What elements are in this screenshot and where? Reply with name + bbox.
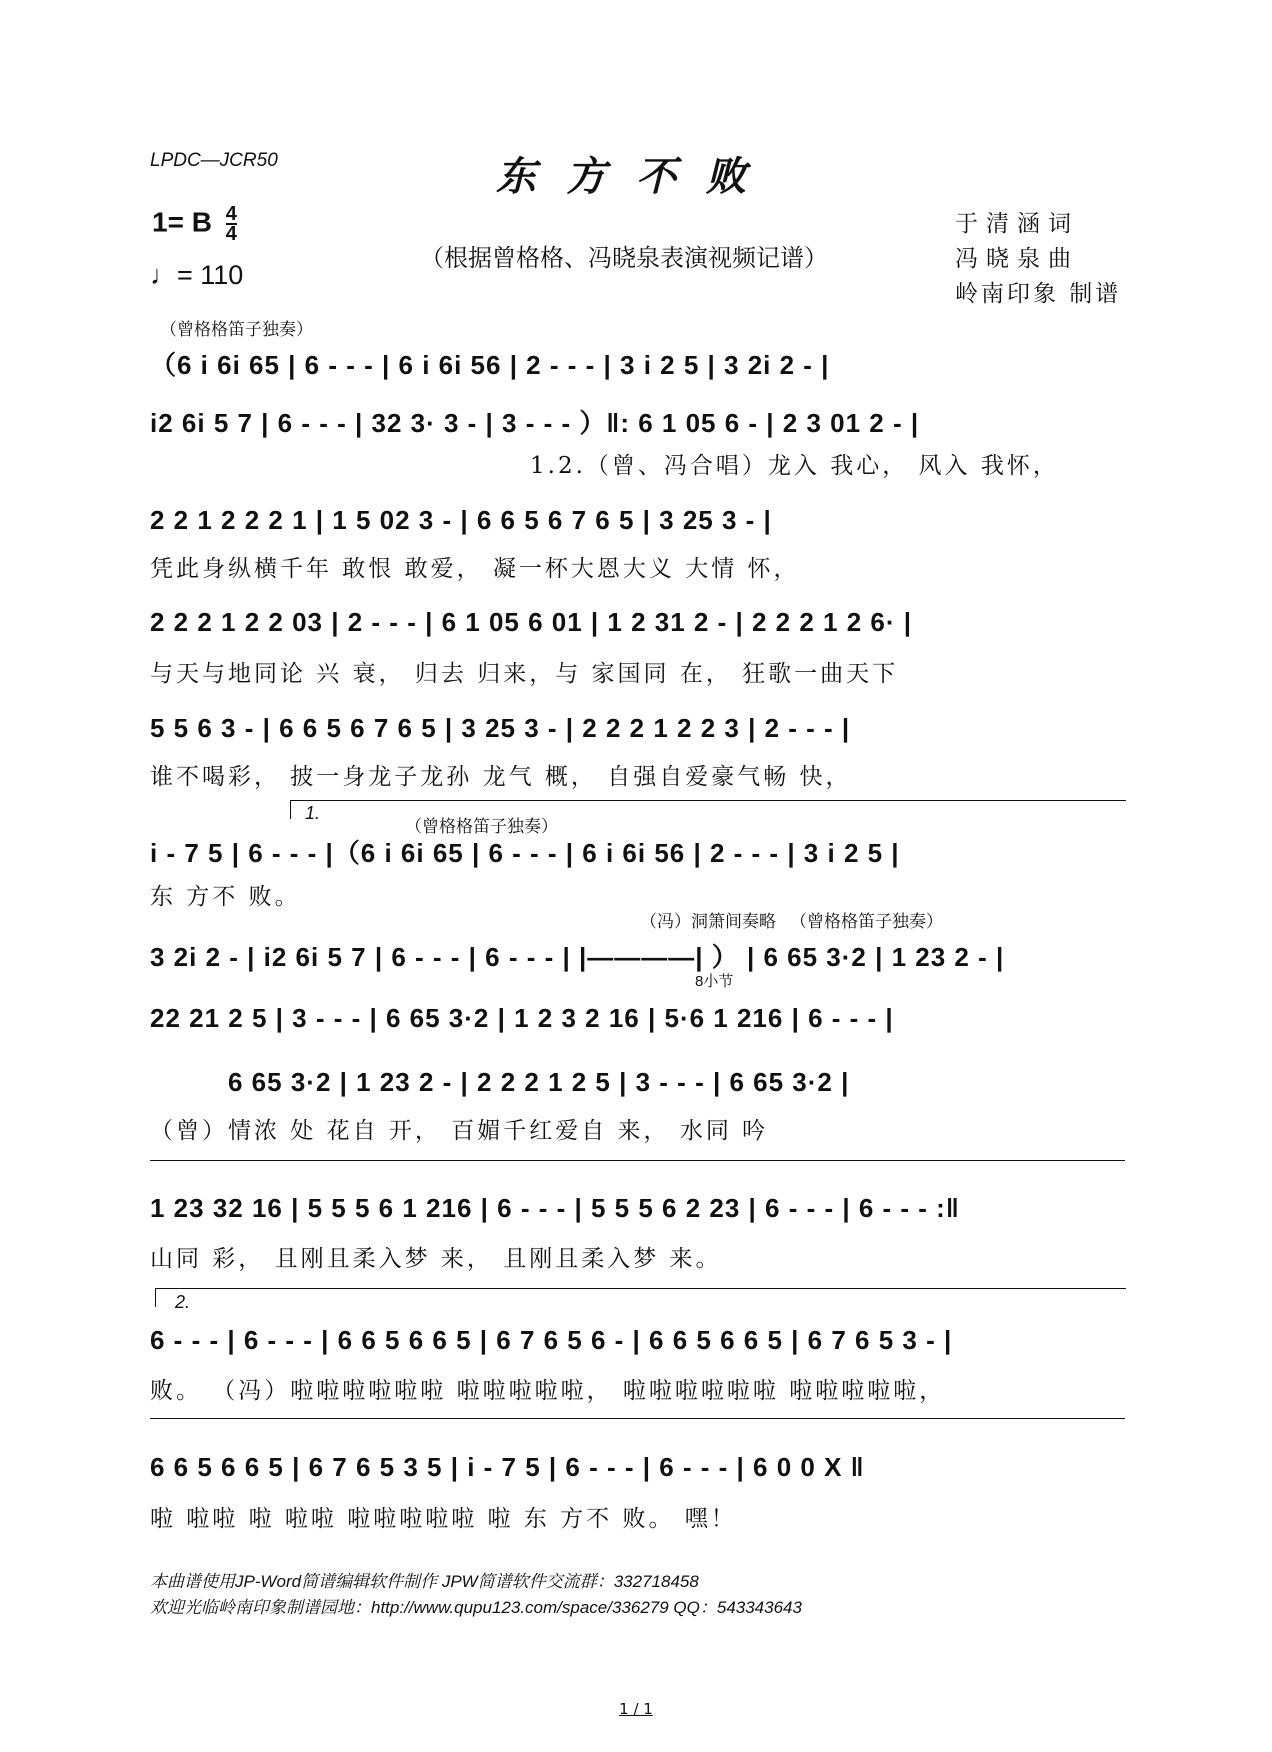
ending-2-label: 2.: [175, 1292, 191, 1312]
score-line: 6 65 3·2 | 1 23 2 - | 2 2 2 1 2 5 | 3 - - - | 6 65 3·2 |: [228, 1067, 850, 1097]
key-label: 1= B: [152, 206, 212, 238]
score-line: 6 6 5 6 6 5 | 6 7 6 5 3 5 | i - 7 5 | 6 - - - | 6 - - - | 6 0 0 X ‖: [150, 1452, 865, 1482]
arranger-credit: 岭南印象 制谱: [955, 281, 1122, 307]
lyric-line: 啦 啦啦 啦 啦啦 啦啦啦啦啦 啦 东 方不 败。 嘿！: [150, 1506, 737, 1532]
score-line: i - 7 5 | 6 - - - |（6 i 6i 65 | 6 - - - | 6 i 6i 56 | 2 - - - | 3 i 2 5 |: [150, 838, 900, 868]
score-line: i2 6i 5 7 | 6 - - - | 32 3· 3 - | 3 - - - ）‖: 6 1 05 6 - | 2 3 01 2 - |: [150, 408, 920, 438]
system-rule: [150, 1160, 1125, 1161]
lyric-line: 谁不喝彩， 披一身龙子龙孙 龙气 概， 自强自爱豪气畅 快，: [150, 764, 852, 790]
time-signature-top: 4: [225, 203, 237, 225]
time-signature-bottom: 4: [225, 223, 237, 245]
score-line: 2 2 1 2 2 2 1 | 1 5 02 3 - | 6 6 5 6 7 6 5 | 3 25 3 - |: [150, 505, 772, 535]
score-line: 5 5 6 3 - | 6 6 5 6 7 6 5 | 3 25 3 - | 2 2 2 1 2 2 3 | 2 - - - |: [150, 713, 851, 743]
solo-label: （曾格格笛子独奏）: [405, 817, 558, 836]
score-line: 22 21 2 5 | 3 - - - | 6 65 3·2 | 1 2 3 2 16 | 5·6 1 216 | 6 - - - |: [150, 1003, 894, 1033]
lyricist-credit: 于清涵词: [955, 211, 1079, 237]
score-line: 3 2i 2 - | i2 6i 5 7 | 6 - - - | 6 - - - | |————| ） | 6 65 3·2 | 1 23 2 - |: [150, 942, 1005, 972]
time-signature: [226, 205, 237, 243]
score-code: LPDC—JCR50: [150, 150, 278, 171]
lyric-line: 凭此身纵横千年 敢恨 敢爱， 凝一杯大恩大义 大情 怀，: [150, 556, 800, 582]
composer-credit: 冯晓泉曲: [955, 246, 1079, 272]
score-line: 6 - - - | 6 - - - | 6 6 5 6 6 5 | 6 7 6 5 6 - | 6 6 5 6 6 5 | 6 7 6 5 3 - |: [150, 1325, 953, 1355]
score-line: （6 i 6i 65 | 6 - - - | 6 i 6i 56 | 2 - - - | 3 i 2 5 | 3 2i 2 - |: [150, 350, 830, 380]
lyric-line: 1.2.（曾、冯合唱）龙入 我心， 风入 我怀，: [530, 453, 1059, 479]
lyric-line: 与天与地同论 兴 衰， 归去 归来，与 家国同 在， 狂歌一曲天下: [150, 661, 899, 687]
footer-software: 本曲谱使用JP-Word简谱编辑软件制作 JPW简谱软件交流群：332718458: [150, 1572, 699, 1591]
lyric-line: 败。 （冯）啦啦啦啦啦啦 啦啦啦啦啦， 啦啦啦啦啦啦 啦啦啦啦啦，: [150, 1378, 946, 1404]
song-title: 东方不败: [496, 153, 776, 200]
interlude-label: （冯）洞箫间奏略: [640, 912, 776, 931]
score-line: 2 2 2 1 2 2 03 | 2 - - - | 6 1 05 6 01 | 1 2 31 2 - | 2 2 2 1 2 6· |: [150, 607, 913, 637]
tempo-marking: ♩= 110: [150, 260, 244, 290]
bars-count-label: 8小节: [695, 973, 734, 990]
solo-label: （曾格格笛子独奏）: [790, 912, 943, 931]
lyric-line: 山同 彩， 且刚且柔入梦 来， 且刚且柔入梦 来。: [150, 1246, 722, 1272]
page-number: [0, 1700, 1272, 1718]
lyric-line: 东 方不 败。: [150, 884, 301, 910]
score-line: 1 23 32 16 | 5 5 5 6 1 216 | 6 - - - | 5 5 5 6 2 23 | 6 - - - | 6 - - - :‖: [150, 1193, 960, 1223]
key-signature: [152, 205, 237, 243]
system-rule: [150, 1418, 1125, 1419]
subtitle: （根据曾格格、冯晓泉表演视频记谱）: [420, 244, 828, 272]
footer-website: 欢迎光临岭南印象制谱园地：http://www.qupu123.com/space/336279 QQ：543343643: [150, 1598, 802, 1617]
ending-bracket-2: [155, 1288, 1126, 1307]
lyric-line: （曾）情浓 处 花自 开， 百媚千红爱自 来， 水同 吟: [150, 1118, 769, 1144]
solo-label: （曾格格笛子独奏）: [160, 320, 313, 339]
page-number-text: 1 / 1: [619, 1700, 653, 1718]
ending-1-label: 1.: [305, 803, 321, 823]
